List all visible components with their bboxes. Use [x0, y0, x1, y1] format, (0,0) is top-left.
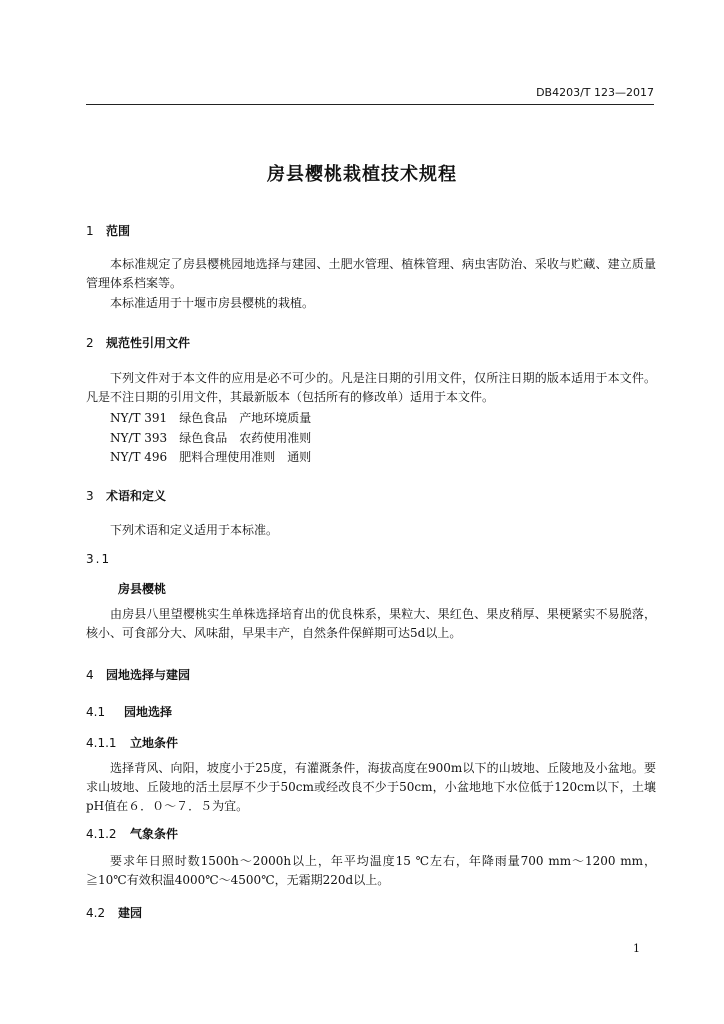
section-4-1-heading: [86, 703, 172, 720]
section-4-2-heading: [86, 904, 142, 921]
term-number-text: 3.1: [86, 552, 112, 566]
section-4-1-1-number: 4.1.1: [86, 736, 117, 750]
section-3-paragraph-1: 下列术语和定义适用于本标准。: [110, 523, 279, 537]
document-code: DB4203/T 123—2017: [536, 86, 654, 99]
section-1-number: 1: [86, 224, 94, 238]
section-4-1-2-text: 要求年日照时数1500h～2000h以上，年平均温度15 ℃左右，年降雨量700 mm～1200 mm，≧10℃有效积温4000℃～4500℃，无霜期220d以上。: [86, 854, 656, 887]
section-4-1-number: 4.1: [86, 705, 106, 719]
section-3-number: 3: [86, 489, 94, 503]
section-4-1-2-title: 气象条件: [130, 827, 179, 841]
reference-item: NY/T 393 绿色食品 农药使用准则: [110, 431, 312, 445]
section-4-2-title: 建园: [118, 906, 143, 920]
section-1-title: 范围: [106, 224, 131, 238]
term-number: [86, 552, 111, 566]
section-2-paragraph-1: 下列文件对于本文件的应用是必不可少的。凡是注日期的引用文件，仅所注日期的版本适用于本文件。凡是不注日期的引用文件，其最新版本（包括所有的修改单）适用于本文件。: [86, 371, 656, 404]
term-definition: 由房县八里望樱桃实生单株选择培育出的优良株系，果粒大、果红色、果皮稍厚、果梗紧实不易脱落，核小、可食部分大、风味甜，早果丰产，自然条件保鲜期可达5d以上。: [86, 607, 656, 640]
reference-item: NY/T 496 肥料合理使用准则 通则: [110, 450, 312, 464]
section-2-title: 规范性引用文件: [106, 336, 191, 350]
section-2-number: 2: [86, 336, 94, 350]
section-1-paragraph-1: 本标准规定了房县樱桃园地选择与建园、土肥水管理、植株管理、病虫害防治、采收与贮藏、建立质量管理体系档案等。: [86, 257, 656, 290]
section-4-number: 4: [86, 668, 94, 682]
section-4-1-2-heading: [86, 825, 178, 842]
document-title: 房县樱桃栽植技术规程: [267, 164, 457, 185]
header-rule: [86, 104, 654, 105]
section-4-title: 园地选择与建园: [106, 668, 191, 682]
reference-item: NY/T 391 绿色食品 产地环境质量: [110, 411, 312, 425]
section-3-heading: [86, 487, 166, 504]
page-number: 1: [633, 942, 640, 955]
section-2-heading: [86, 334, 190, 351]
term-name: 房县樱桃: [118, 582, 167, 596]
section-4-1-1-text: 选择背风、向阳，坡度小于25度，有灌溉条件，海拔高度在900m以下的山坡地、丘陵地及小盆地。要求山坡地、丘陵地的活土层厚不少于50cm或经改良不少于50cm，小盆地地下水位低于120cm以下，土壤pH值在６．０～７．５为宜。: [86, 761, 656, 813]
section-4-1-1-title: 立地条件: [130, 736, 179, 750]
section-3-title: 术语和定义: [106, 489, 167, 503]
section-4-2-number: 4.2: [86, 906, 106, 920]
section-4-1-title: 园地选择: [124, 705, 173, 719]
section-1-heading: [86, 222, 130, 239]
section-4-heading: [86, 666, 190, 683]
section-4-1-2-number: 4.1.2: [86, 827, 117, 841]
section-1-paragraph-2: 本标准适用于十堰市房县樱桃的栽植。: [110, 296, 315, 310]
section-4-1-1-heading: [86, 734, 178, 751]
